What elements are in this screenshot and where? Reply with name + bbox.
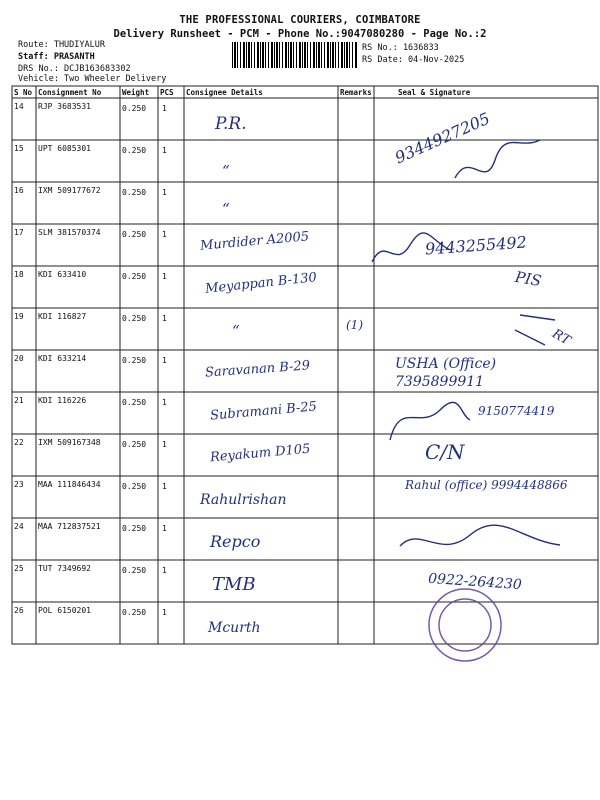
row-weight: 0.250 [122, 272, 147, 281]
row-sno: 22 [14, 438, 24, 447]
row-sno: 21 [14, 396, 24, 405]
row-consignment: KDI 116827 [38, 312, 87, 321]
rs-date: RS Date: 04-Nov-2025 [362, 55, 465, 65]
row-sno: 16 [14, 186, 24, 195]
row-consignment: POL 6150201 [38, 606, 91, 615]
row-consignee: Repco [210, 532, 261, 551]
row-pcs: 1 [162, 104, 167, 113]
column-header-consignment: Consignment No [38, 88, 102, 97]
row-signature: RT [549, 326, 573, 349]
row-consignee: Meyappan B-130 [204, 270, 318, 297]
row-signature: USHA (Office) 7395899911 [395, 356, 497, 390]
row-sno: 24 [14, 522, 24, 531]
row-consignment: IXM 509177672 [38, 186, 101, 195]
row-weight: 0.250 [122, 146, 147, 155]
row-remarks: (1) [346, 318, 363, 332]
drs-label: DRS No.: DCJB163683302 [18, 64, 131, 74]
row-weight: 0.250 [122, 440, 147, 449]
row-weight: 0.250 [122, 104, 147, 113]
row-pcs: 1 [162, 482, 167, 491]
row-consignment: KDI 633410 [38, 270, 87, 279]
row-signature: 0922-264230 [427, 570, 523, 594]
row-pcs: 1 [162, 146, 167, 155]
row-consignment: TUT 7349692 [38, 564, 91, 573]
row-consignment: SLM 381570374 [38, 228, 101, 237]
row-sno: 19 [14, 312, 24, 321]
row-pcs: 1 [162, 398, 167, 407]
rs-number: RS No.: 1636833 [362, 43, 439, 53]
row-consignee: “ [222, 200, 230, 218]
row-sno: 14 [14, 102, 24, 111]
column-header-pcs: PCS [160, 88, 174, 97]
row-consignment: KDI 633214 [38, 354, 87, 363]
row-pcs: 1 [162, 356, 167, 365]
column-header-remarks: Remarks [340, 88, 372, 97]
row-sno: 20 [14, 354, 24, 363]
company-title: THE PROFESSIONAL COURIERS, COIMBATORE [179, 14, 421, 26]
row-consignee: Murdider A2005 [199, 229, 310, 254]
staff-label: Staff: PRASANTH [18, 52, 95, 62]
row-consignee: Subramani B-25 [209, 399, 318, 424]
row-consignee: Rahulrishan [200, 492, 287, 508]
row-consignee: Mcurth [208, 620, 261, 636]
row-consignment: IXM 509167348 [38, 438, 101, 447]
row-consignment: KDI 116226 [38, 396, 87, 405]
row-pcs: 1 [162, 440, 167, 449]
row-signature: 9344927205 [392, 108, 493, 168]
row-sno: 15 [14, 144, 24, 153]
row-consignee: “ [222, 162, 230, 180]
row-consignee: TMB [212, 574, 256, 595]
row-weight: 0.250 [122, 566, 147, 575]
column-header-signature: Seal & Signature [398, 88, 471, 97]
row-pcs: 1 [162, 314, 167, 323]
row-consignment: MAA 111846434 [38, 480, 101, 489]
row-pcs: 1 [162, 608, 167, 617]
row-weight: 0.250 [122, 356, 147, 365]
row-sno: 26 [14, 606, 24, 615]
row-pcs: 1 [162, 566, 167, 575]
column-header-consignee: Consignee Details [186, 88, 263, 97]
runsheet-subtitle: Delivery Runsheet - PCM - Phone No.:9047080280 - Page No.:2 [113, 28, 487, 40]
row-consignee: Saravanan B-29 [204, 358, 311, 381]
row-pcs: 1 [162, 524, 167, 533]
row-signature: C/N [425, 440, 465, 464]
row-sno: 23 [14, 480, 24, 489]
row-pcs: 1 [162, 272, 167, 281]
row-consignment: RJP 3683531 [38, 102, 91, 111]
route-label: Route: THUDIYALUR [18, 40, 105, 50]
row-signature: PIS [513, 267, 543, 291]
row-signature: 9443255492 [424, 232, 528, 259]
vehicle-label: Vehicle: Two Wheeler Delivery [18, 74, 167, 84]
row-weight: 0.250 [122, 230, 147, 239]
row-sno: 17 [14, 228, 24, 237]
row-weight: 0.250 [122, 482, 147, 491]
row-consignment: MAA 712837521 [38, 522, 101, 531]
row-consignee: P.R. [215, 114, 247, 134]
row-consignment: UPT 6085301 [38, 144, 91, 153]
column-header-sno: S No [14, 88, 33, 97]
row-signature: Rahul (office) 9994448866 [405, 478, 568, 492]
row-sno: 18 [14, 270, 24, 279]
row-weight: 0.250 [122, 188, 147, 197]
row-sno: 25 [14, 564, 24, 573]
column-header-weight: Weight [122, 88, 150, 97]
row-consignee: “ [232, 322, 240, 340]
row-weight: 0.250 [122, 398, 147, 407]
row-weight: 0.250 [122, 608, 147, 617]
row-weight: 0.250 [122, 314, 147, 323]
row-consignee: Reyakum D105 [209, 441, 311, 466]
row-signature: 9150774419 [478, 404, 555, 418]
row-weight: 0.250 [122, 524, 147, 533]
row-pcs: 1 [162, 188, 167, 197]
row-pcs: 1 [162, 230, 167, 239]
